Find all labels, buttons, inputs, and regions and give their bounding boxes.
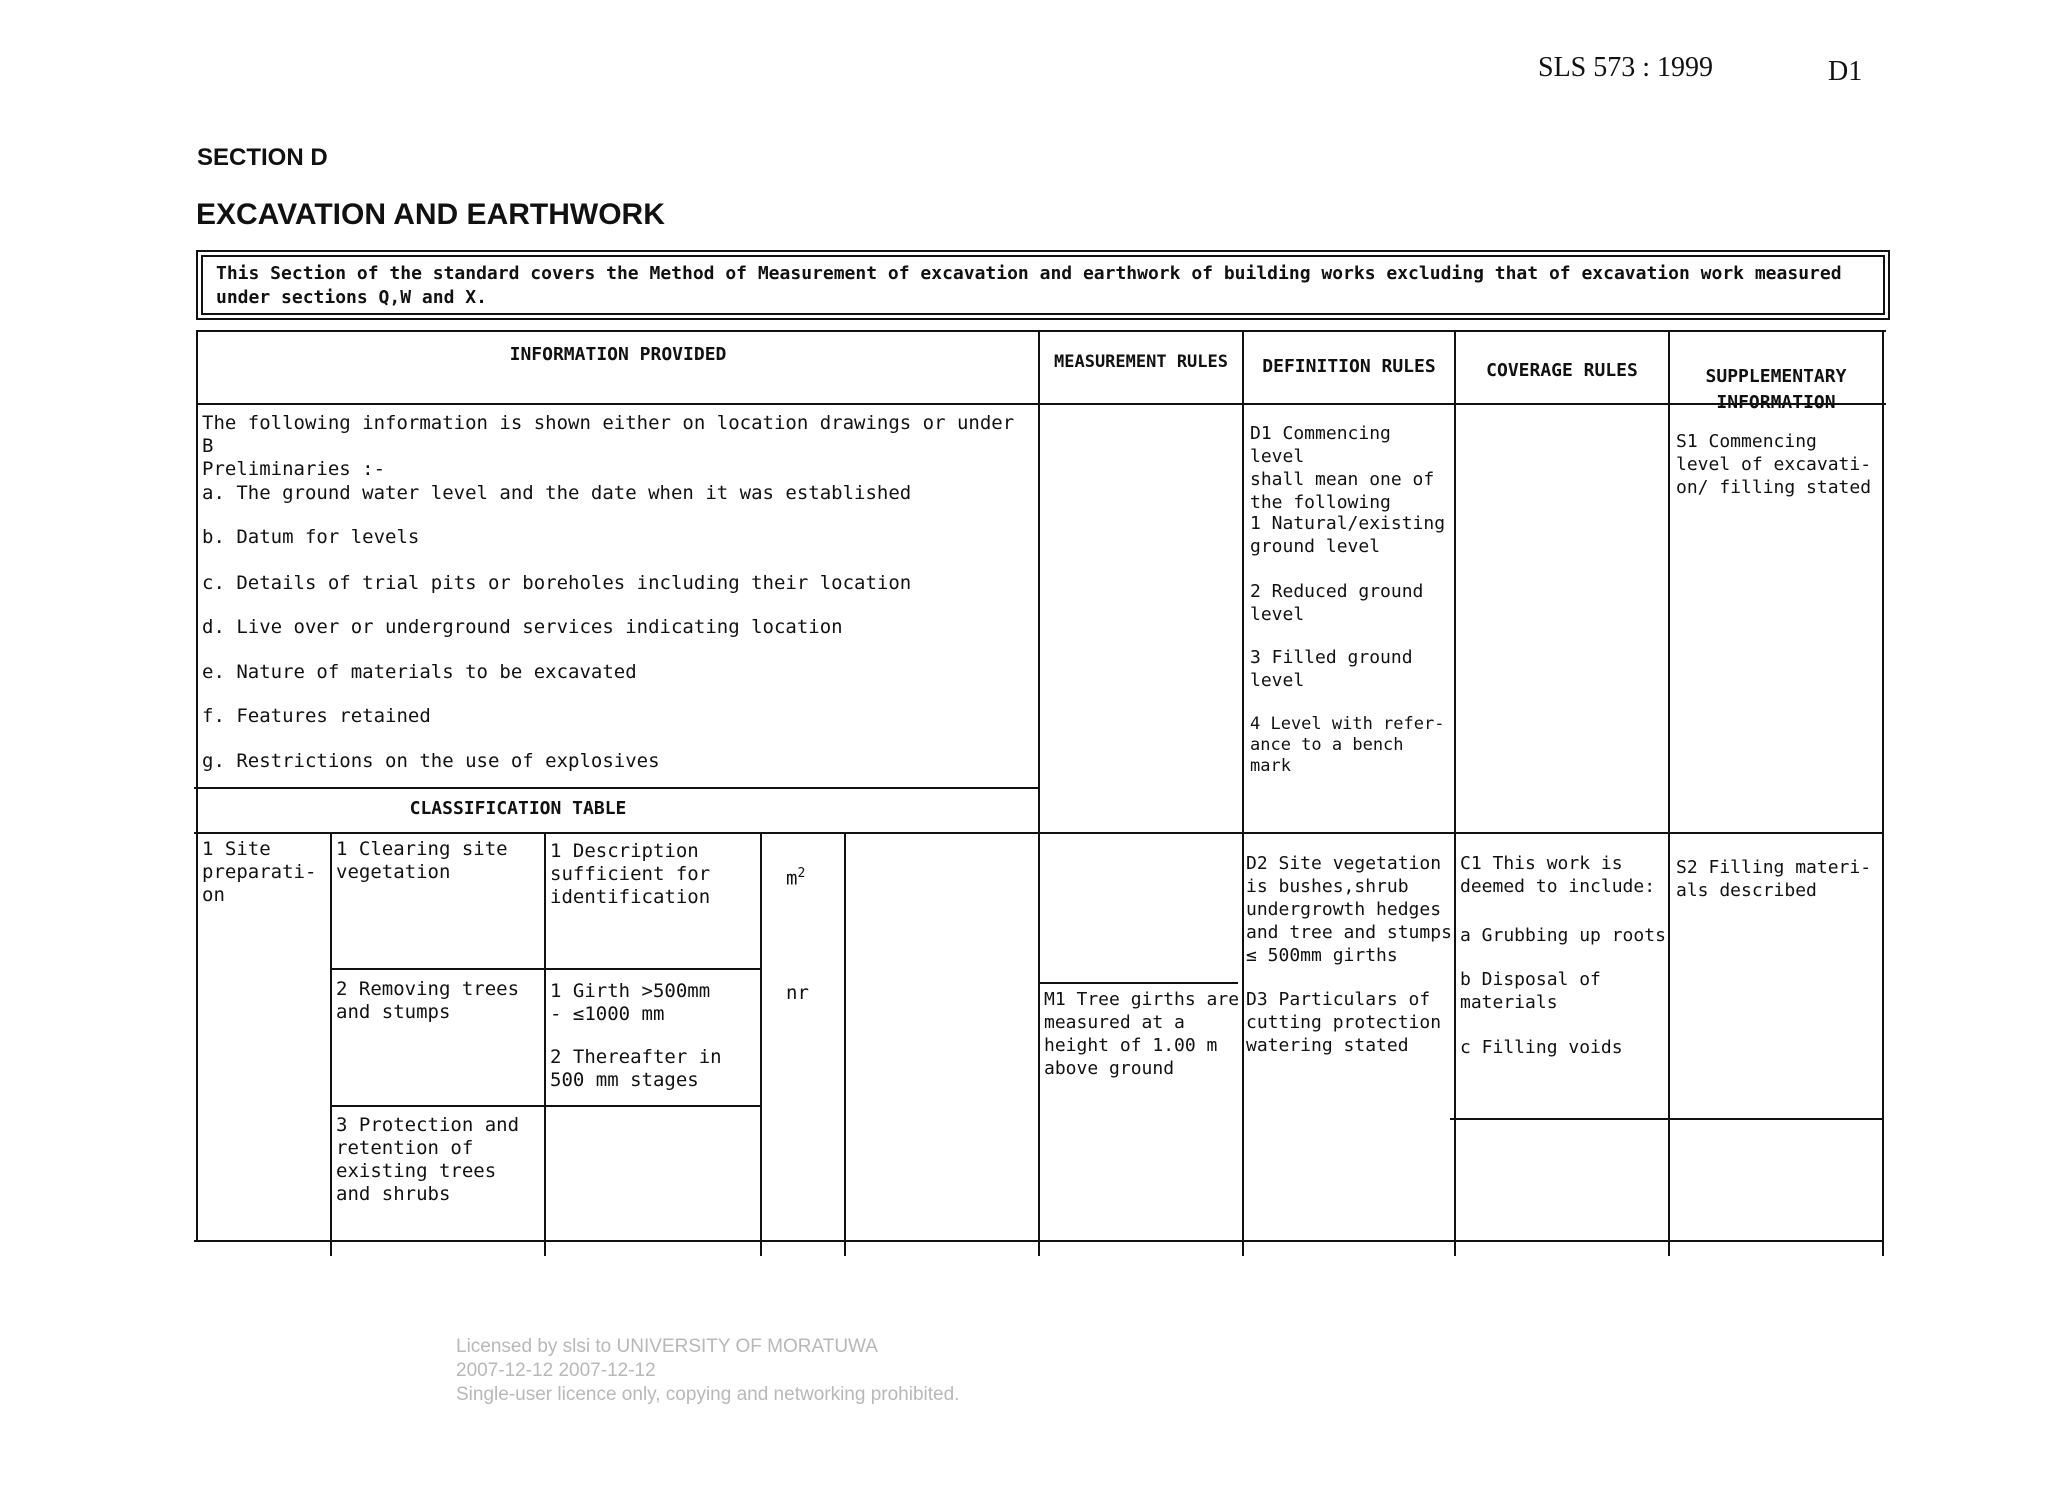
- definition-level-1: 1 Natural/existing ground level: [1250, 513, 1446, 557]
- measurement-m1: M1 Tree girths are measured at a height of 1.00 m above ground: [1044, 989, 1240, 1079]
- scope-text: This Section of the standard covers the Method of Measurement of excavation and earthwork of building works excluding that of excavation work measured under sections Q,W and X.: [216, 263, 1842, 308]
- classification-level1-site-preparation: 1 Site preparati- on: [202, 838, 317, 906]
- section-title: EXCAVATION AND EARTHWORK: [196, 198, 665, 231]
- definition-level-3: 3 Filled ground level: [1250, 647, 1413, 691]
- information-item-a: a. The ground water level and the date when it was established: [202, 482, 912, 504]
- classification-row2-unit: nr: [786, 982, 809, 1004]
- information-item-g: g. Restrictions on the use of explosives: [202, 750, 660, 772]
- definition-level-2: 2 Reduced ground level: [1250, 581, 1424, 625]
- information-intro: The following information is shown either on location drawings or under B Preliminaries :-: [202, 412, 1015, 480]
- information-item-e: e. Nature of materials to be excavated: [202, 661, 637, 683]
- supplementary-s2: S2 Filling materi- als described: [1676, 857, 1872, 901]
- definition-d1: D1 Commencing level shall mean one of the following: [1250, 423, 1435, 513]
- coverage-item-b: b Disposal of materials: [1460, 969, 1601, 1013]
- classification-row2-level3-stages: 2 Thereafter in 500 mm stages: [550, 1046, 722, 1091]
- classification-table-heading: CLASSIFICATION TABLE: [409, 798, 627, 819]
- header-coverage-rules: COVERAGE RULES: [1486, 360, 1638, 381]
- information-item-f: f. Features retained: [202, 705, 431, 727]
- licence-line-3: Single-user licence only, copying and networking prohibited.: [456, 1384, 960, 1405]
- information-item-b: b. Datum for levels: [202, 526, 420, 548]
- licence-line-2: 2007-12-12 2007-12-12: [456, 1360, 656, 1381]
- information-item-c: c. Details of trial pits or boreholes including their location: [202, 572, 912, 594]
- header-supplementary-information: SUPPLEMENTARY INFORMATION: [1705, 366, 1847, 413]
- standard-code: SLS 573 : 1999: [1538, 52, 1714, 83]
- definition-d2: D2 Site vegetation is bushes,shrub undergrowth hedges and tree and stumps ≤ 500mm girths: [1246, 853, 1452, 966]
- header-measurement-rules: MEASUREMENT RULES: [1054, 352, 1228, 372]
- supplementary-s1: S1 Commencing level of excavati- on/ filling stated: [1676, 431, 1872, 498]
- classification-row3-level2: 3 Protection and retention of existing trees and shrubs: [336, 1114, 520, 1205]
- classification-row2-level3-girth: 1 Girth >500mm - ≤1000 mm: [550, 980, 711, 1025]
- definition-level-4: 4 Level with refer- ance to a bench mark: [1250, 714, 1445, 776]
- classification-row1-level2: 1 Clearing site vegetation: [336, 838, 508, 883]
- coverage-item-a: a Grubbing up roots: [1460, 925, 1666, 946]
- classification-row1-level3: 1 Description sufficient for identification: [550, 840, 711, 908]
- classification-row1-unit: $m^2$: [786, 866, 806, 890]
- page-id: D1: [1828, 56, 1863, 87]
- header-information-provided: INFORMATION PROVIDED: [509, 344, 727, 365]
- section-label: SECTION D: [197, 144, 328, 171]
- licence-line-1: Licensed by slsi to UNIVERSITY OF MORATUWA: [456, 1336, 878, 1357]
- coverage-item-c: c Filling voids: [1460, 1037, 1623, 1058]
- header-definition-rules: DEFINITION RULES: [1262, 356, 1436, 377]
- classification-row2-level2: 2 Removing trees and stumps: [336, 978, 520, 1023]
- coverage-c1: C1 This work is deemed to include:: [1460, 853, 1656, 897]
- definition-d3: D3 Particulars of cutting protection watering stated: [1246, 989, 1442, 1056]
- information-item-d: d. Live over or underground services indicating location: [202, 616, 843, 638]
